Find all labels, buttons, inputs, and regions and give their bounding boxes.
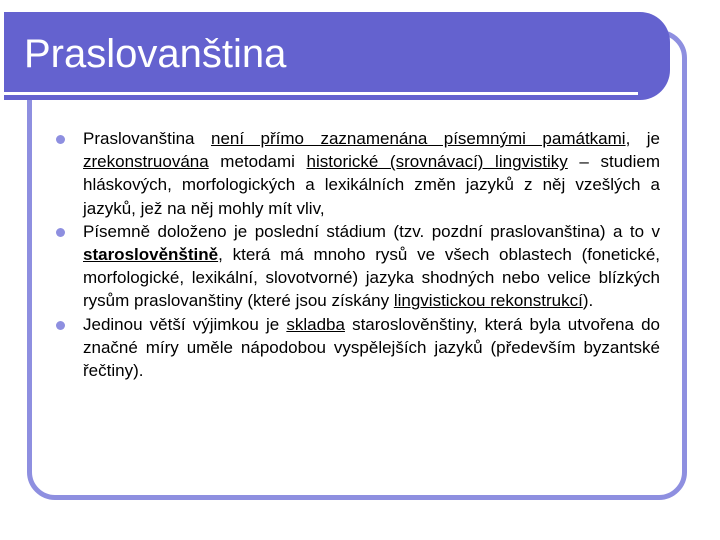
bullet-dot-icon [56, 321, 65, 330]
underlined-term: historické (srovnávací) lingvistiky [306, 152, 568, 172]
bullet-text: – studiem hláskových, morfologických a lexikálních změn jazyků z něj vzešlých a jazyků, jež na něj mohly mít vliv, [83, 152, 660, 218]
bullet-text: staroslověnštiny, která byla utvořena do značné míry uměle nápodobou vyspělejších jazyků (především byzantské řečtiny). [83, 314, 661, 381]
bullet-item [56, 127, 660, 220]
bullet-text: , která má mnoho rysů ve všech oblastech (fonetické, morfologické, lexikální, slovotvorné) jazyka shodných nebo velice blízkých rysům praslovanštiny (které jsou získány [83, 245, 660, 311]
underlined-term: skladba [286, 314, 345, 334]
bullet-text: metodami [208, 152, 307, 172]
slide-content [56, 127, 660, 382]
underlined-term: lingvistickou rekonstrukcí [393, 291, 583, 311]
bullet-text: ). [582, 291, 594, 311]
underlined-term: staroslověnštině [83, 245, 219, 265]
bullet-item [56, 313, 660, 383]
bullet-text: Písemně doloženo je poslední stádium (tzv. pozdní praslovanština) a to v [83, 221, 660, 241]
bullet-dot-icon [56, 228, 65, 237]
bullet-list [56, 127, 660, 382]
underlined-term: není přímo zaznamenána písemnými památkami [210, 129, 626, 148]
bullet-text: , je [625, 129, 660, 148]
title-underline [4, 92, 638, 95]
slide-title: Praslovanština [24, 32, 287, 76]
bullet-dot-icon [56, 135, 65, 144]
bullet-item [56, 220, 660, 313]
bullet-text: Jedinou větší výjimkou je [83, 314, 287, 334]
bullet-text: Praslovanština [83, 129, 211, 148]
underlined-term: zrekonstruována [83, 152, 209, 172]
